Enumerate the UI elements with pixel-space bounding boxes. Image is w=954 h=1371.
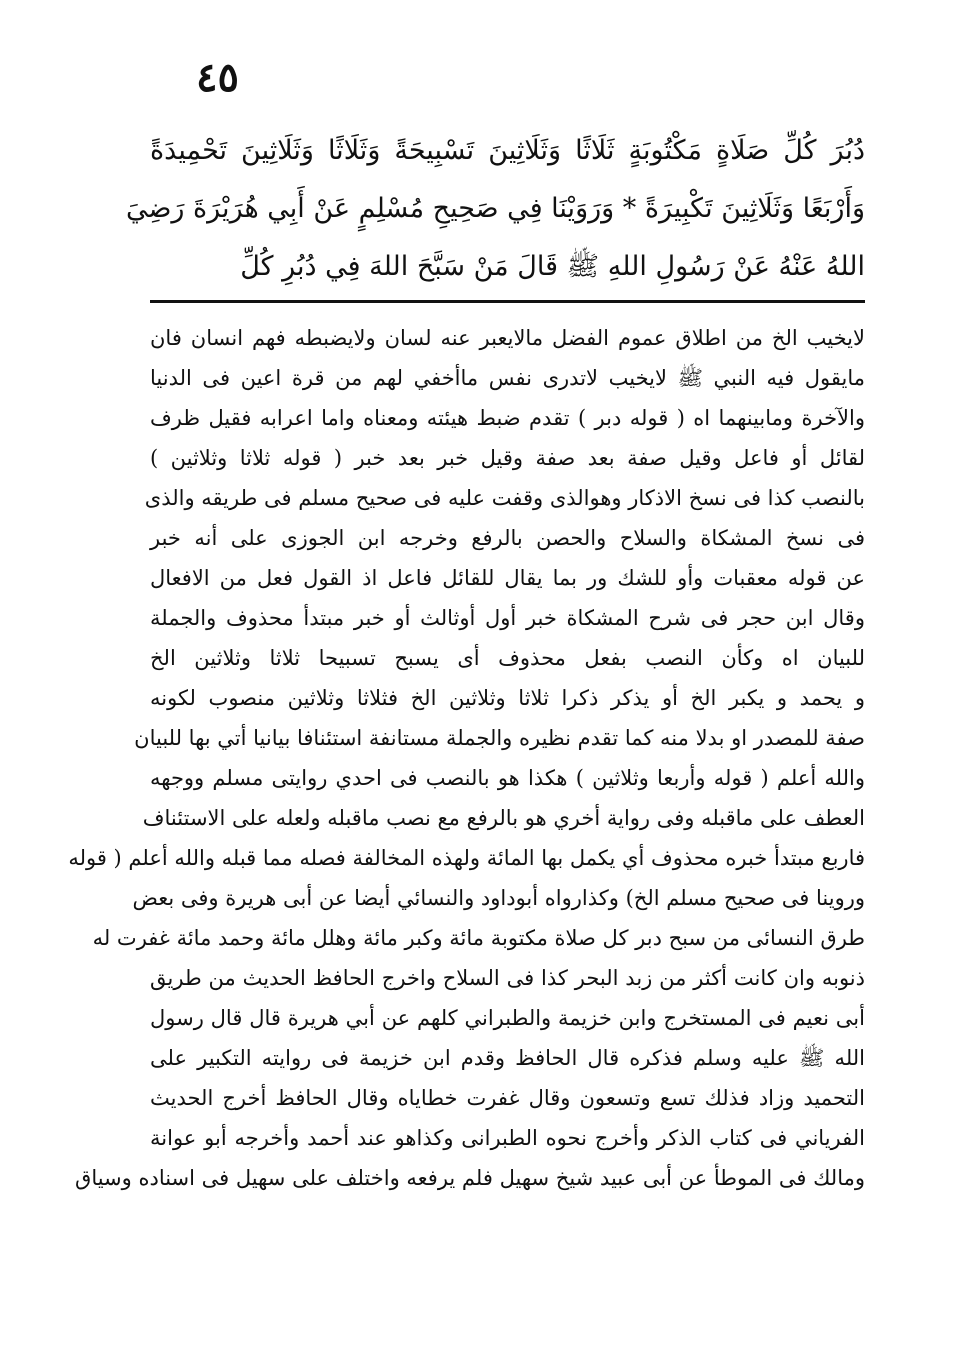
- commentary-line: صفة للمصدر او بدلا منه كما تقدم نظيره والجملة مستانفة استئنافا بيانيا أتي بها للبيان: [134, 726, 865, 750]
- commentary-line: فى نسخ المشكاة والسلاح والحصن بالرفع وخرجه ابن الجوزى على أنه خبر: [150, 526, 865, 550]
- commentary-line: فاربع مبتدأ خبره محذوف أي يكمل بها المائة ولهذه المخالفة فصله مما قبله والله أعلم ( قوله: [68, 846, 865, 870]
- commentary-line: عن قوله معقبات وأو للشك ور بما يقال للقائل فاعل اذ القول فعل من الافعال: [150, 566, 865, 590]
- commentary-line: بالنصب كذا فى نسخ الاذكار وهوالذى وقفت عليه فى صحيح مسلم فى طريقه والذى: [144, 486, 865, 510]
- main-text-line: وَأَرْبَعًا وَثَلَاثِينَ تَكْبِيرَةً * وَرَوَيْنَا فِي صَحِيحِ مُسْلِمٍ عَنْ أَبِي هُرَيْرَةَ رَضِيَ: [125, 193, 865, 224]
- commentary-line: لقائل أو فاعل وقيل صفة بعد صفة وقيل خبر بعد خبر ( قوله ثلاثا وثلاثين ): [150, 446, 865, 470]
- commentary-line: وروينا فى صحيح مسلم الخ) وكذارواه أبوداود والنسائي أيضا عن أبى هريرة وفى بعض: [132, 886, 865, 910]
- commentary-text: [68, 318, 865, 1198]
- commentary-line: مايقول فيه النبي ﷺ لايخيب لاتدرى نفس ماأخفي لهم من قرة اعين فى الدنيا: [150, 366, 865, 390]
- commentary-line: وقال ابن حجر فى شرح المشكاة خبر أول أوثالث أو خبر مبتدأ محذوف والجملة: [150, 606, 865, 630]
- commentary-line: و يحمد و يكبر الخ أو يذكر ذكرا ثلاثا وثلاثين الخ فثلاثا وثلاثين منصوب لكونه: [150, 686, 865, 710]
- main-text-line: دُبُرَ كُلِّ صَلَاةٍ مَكْتُوبَةٍ ثَلَاثًا وَثَلَاثِينَ تَسْبِيحَةً وَثَلَاثًا وَثَلَاثِينَ تَحْمِيدَةً: [150, 135, 865, 166]
- commentary-line: والآخرة ومابينهما اه ( قوله دبر ) تقدم ضبط هيئته ومعناه واما اعرابه فقيل ظرف: [150, 406, 865, 430]
- commentary-line: للبيان اه وكأن النصب بفعل محذوف أى يسبح تسبيحا ثلاثا وثلاثين الخ: [150, 646, 865, 670]
- commentary-line: الله ﷺ عليه وسلم فذكره قال الحافظ وقدم ابن خزيمة فى روايته التكبير على: [150, 1046, 865, 1070]
- separator-rule: [150, 300, 865, 303]
- commentary-line: طرق النسائى من سبح دبر كل صلاة مكتوبة مائة وكبر مائة وهلل مائة وحمد مائة غفرت له: [92, 926, 865, 950]
- page-number: ٤٥: [196, 54, 239, 101]
- commentary-line: لايخيب الخ من اطلاق عموم الفضل مالايعبر عنه لسان ولايضبطه فهم انسان فان: [150, 326, 865, 350]
- commentary-line: الفرياني فى كتاب الذكر وأخرج نحوه الطبرانى وكذاهو عند أحمد وأخرجه أبو عوانة: [150, 1126, 865, 1150]
- commentary-line: ذنوبه وان كانت أكثر من زبد البحر كذا فى السلاح واخرج الحافظ الحديث من طريق: [150, 966, 865, 990]
- commentary-line: العطف على ماقبله وفى رواية أخري هو بالرفع مع نصب ماقبله ولعله على الاستئناف: [142, 806, 865, 830]
- commentary-line: أبى نعيم فى المستخرج وابن خزيمة والطبراني كلهم عن أبي هريرة قال قال رسول: [150, 1006, 865, 1030]
- main-text: [125, 122, 865, 296]
- main-text-line: اللهُ عَنْهُ عَنْ رَسُولِ اللهِ ﷺ قَالَ مَنْ سَبَّحَ اللهَ فِي دُبُرِ كُلِّ: [240, 251, 865, 282]
- commentary-line: التحميد وزاد فذلك تسع وتسعون وقال غفرت خطاياه وقال الحافظ أخرج الحديث: [150, 1086, 865, 1110]
- commentary-line: ومالك فى الموطأ عن أبى عبيد شيخ سهيل فلم يرفعه واختلف على سهيل فى اسناده وسياق: [75, 1166, 865, 1190]
- commentary-line: والله أعلم ( قوله وأربعا وثلاثين ) هكذا هو بالنصب فى احدي روايتى مسلم ووجهه: [150, 766, 865, 790]
